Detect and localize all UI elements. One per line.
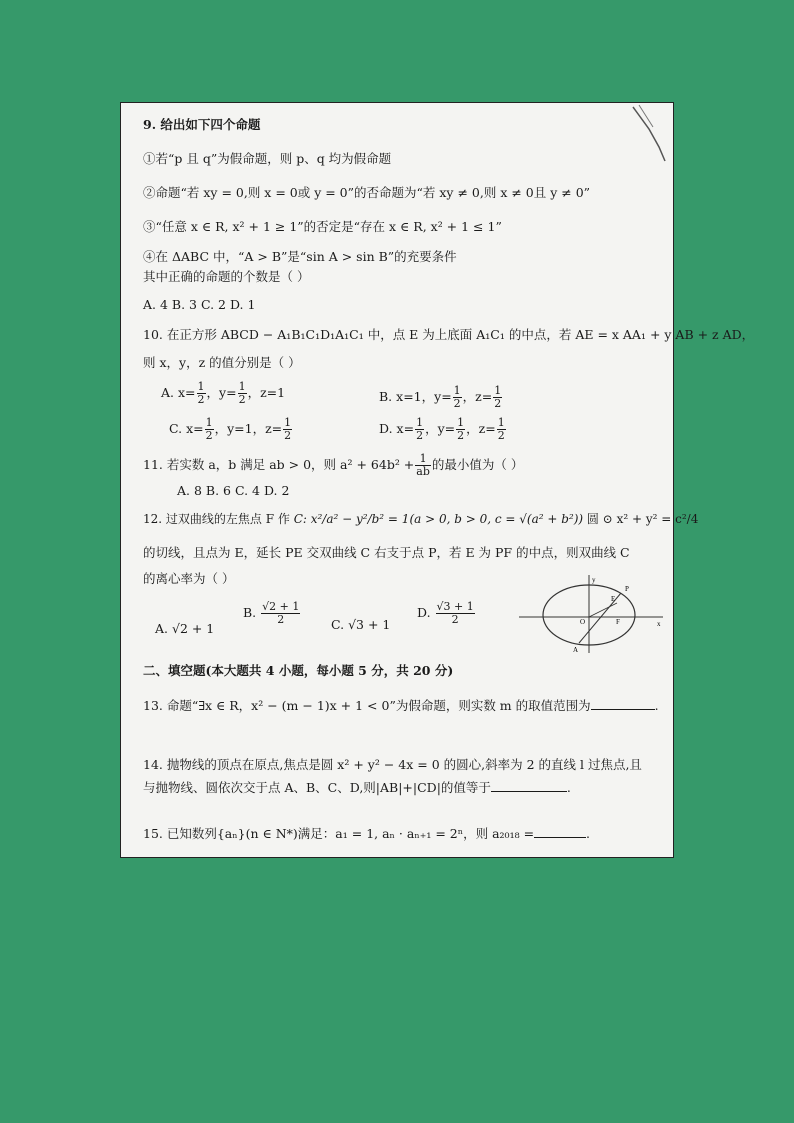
frac-den: 2: [205, 429, 213, 442]
fraction: [415, 417, 424, 442]
frac-den: 2: [457, 429, 465, 442]
frac-den: ab: [416, 465, 430, 478]
q9-options: A. 4 B. 3 C. 2 D. 1: [143, 297, 256, 312]
option-text: x=1，y=: [396, 389, 452, 404]
option-label: B.: [243, 605, 257, 620]
q9-prop-4: ④在 ΔABC 中，“A > B”是“sin A > sin B”的充要条件: [143, 249, 457, 264]
q13-text: 13. 命题“∃x ∈ R，x² − (m − 1)x + 1 < 0”为假命题，则实数 m 的取值范围为: [143, 698, 591, 713]
fraction: [283, 417, 292, 442]
answer-blank: [591, 697, 655, 710]
q10-option-b: [379, 385, 503, 410]
q11-options: A. 8 B. 6 C. 4 D. 2: [177, 483, 290, 498]
frac-den: 2: [416, 429, 424, 442]
option-text: x=: [186, 421, 204, 436]
frac-num: 1: [415, 453, 431, 466]
option-label: B.: [379, 389, 393, 404]
hyperbola-figure: [517, 573, 665, 655]
fraction: [456, 417, 465, 442]
q12-circle: 圆 ⊙ x² + y² = c²/4: [586, 512, 699, 526]
frac-den: 2: [451, 613, 459, 626]
q13: 13. 命题“∃x ∈ R，x² − (m − 1)x + 1 < 0”为假命题，则实数 m 的取值范围为 .: [143, 698, 659, 713]
q12-line3: 的离心率为（ ）: [143, 571, 235, 586]
q10-option-d: [379, 417, 507, 442]
option-text: ，y=: [206, 385, 237, 400]
option-text: x=: [396, 421, 415, 436]
frac-num: 1: [494, 384, 502, 397]
option-label: C.: [169, 421, 183, 436]
q9-ask: 其中正确的命题的个数是（ ）: [143, 269, 310, 284]
option-text: ，y=1，z=: [214, 421, 283, 436]
frac-num: 1: [453, 384, 461, 397]
answer-blank: [534, 825, 586, 838]
frac-num: 1: [457, 416, 465, 429]
q12-option-a: A. √2 + 1: [155, 621, 215, 636]
fraction: [493, 385, 502, 410]
q10-stem: 10. 在正方形 ABCD − A₁B₁C₁D₁A₁C₁ 中，点 E 为上底面 A₁C₁ 的中点，若 AE = x AA₁ + y AB + z AD，: [143, 327, 755, 342]
q9-title: 9. 给出如下四个命题: [143, 117, 261, 132]
fraction: [497, 417, 506, 442]
fraction: [197, 381, 206, 406]
frac-num: 1: [205, 416, 213, 429]
frac-den: 2: [494, 397, 502, 410]
label-f: F: [616, 618, 620, 626]
q12-stem: [143, 511, 699, 527]
option-label: A.: [161, 385, 175, 400]
option-text: x=: [178, 385, 196, 400]
frac-den: 2: [284, 429, 292, 442]
q10-option-c: [169, 417, 293, 442]
fraction: [238, 381, 247, 406]
frac-den: 2: [277, 613, 285, 626]
fraction: [415, 453, 431, 478]
frac-num: √2 + 1: [262, 600, 300, 613]
q11-stem: [143, 453, 663, 478]
q12-option-c: C. √3 + 1: [331, 617, 391, 632]
fraction: [436, 601, 475, 626]
exam-sheet: [120, 102, 755, 858]
option-text: ，z=: [466, 421, 496, 436]
q9-prop-2: ②命题“若 xy = 0,则 x = 0或 y = 0”的否命题为“若 xy ≠ 0,则 x ≠ 0且 y ≠ 0”: [143, 185, 591, 200]
fraction: [261, 601, 300, 626]
fraction: [453, 385, 462, 410]
q12-option-d: [417, 601, 476, 626]
q9-prop-3: ③“任意 x ∈ R, x² + 1 ≥ 1”的否定是“存在 x ∈ R, x² + 1 ≤ 1”: [143, 219, 502, 234]
option-label: D.: [417, 605, 431, 620]
option-text: ，z=1: [247, 385, 286, 400]
label-o: O: [580, 618, 586, 626]
frac-num: 1: [416, 416, 424, 429]
section-heading: 二、填空题(本大题共 4 小题，每小题 5 分，共 20 分): [143, 663, 454, 678]
q12-curve: C: x²/a² − y²/b² = 1(a > 0, b > 0, c = √(a² + b²)): [293, 512, 584, 526]
frac-num: 1: [284, 416, 292, 429]
fraction: [205, 417, 214, 442]
frac-den: 2: [453, 397, 461, 410]
q12-stem-pre: 12. 过双曲线的左焦点 F 作: [143, 512, 290, 526]
q11-stem-post: 的最小值为（ ）: [431, 457, 524, 472]
option-text: ，y=: [425, 421, 456, 436]
label-a: A: [573, 646, 579, 654]
frac-num: 1: [238, 380, 246, 393]
q15: 15. 已知数列{aₙ}(n ∈ N*)满足：a₁ = 1, aₙ · aₙ₊₁ = 2ⁿ，则 a₂₀₁₈ = .: [143, 826, 591, 841]
q14-line1: 14. 抛物线的顶点在原点,焦点是圆 x² + y² − 4x = 0 的圆心,斜率为 2 的直线 l 过焦点,且: [143, 757, 642, 772]
q12-option-b: [243, 601, 301, 626]
frac-den: 2: [238, 393, 246, 406]
option-label: D.: [379, 421, 393, 436]
frac-num: 1: [197, 380, 205, 393]
frac-num: √3 + 1: [436, 600, 474, 613]
option-text: ，z=: [462, 389, 493, 404]
label-x: x: [657, 620, 661, 628]
frac-den: 2: [497, 429, 505, 442]
q10-ask: 则 x，y，z 的值分别是（ ）: [143, 355, 301, 370]
frac-den: 2: [197, 393, 205, 406]
frac-num: 1: [497, 416, 505, 429]
label-e: E: [611, 595, 616, 603]
answer-blank: [491, 779, 567, 792]
q11-stem-pre: 11. 若实数 a，b 满足 ab > 0，则 a² + 64b² +: [143, 457, 415, 472]
q15-text: 15. 已知数列{aₙ}(n ∈ N*)满足：a₁ = 1, aₙ · aₙ₊₁ = 2ⁿ，则 a₂₀₁₈ =: [143, 826, 535, 841]
q10-option-a: [161, 381, 285, 406]
q9-prop-1: ①若“p 且 q”为假命题，则 p、q 均为假命题: [143, 151, 392, 166]
q12-line2: 的切线，且点为 E，延长 PE 交双曲线 C 右支于点 P，若 E 为 PF 的中点，则双曲线 C: [143, 545, 630, 560]
label-p: P: [625, 585, 629, 593]
label-y: y: [592, 576, 596, 584]
q14-line2: 与抛物线、圆依次交于点 A、B、C、D,则|AB|+|CD|的值等于 .: [143, 780, 571, 795]
q14-text: 与抛物线、圆依次交于点 A、B、C、D,则|AB|+|CD|的值等于: [143, 780, 491, 795]
